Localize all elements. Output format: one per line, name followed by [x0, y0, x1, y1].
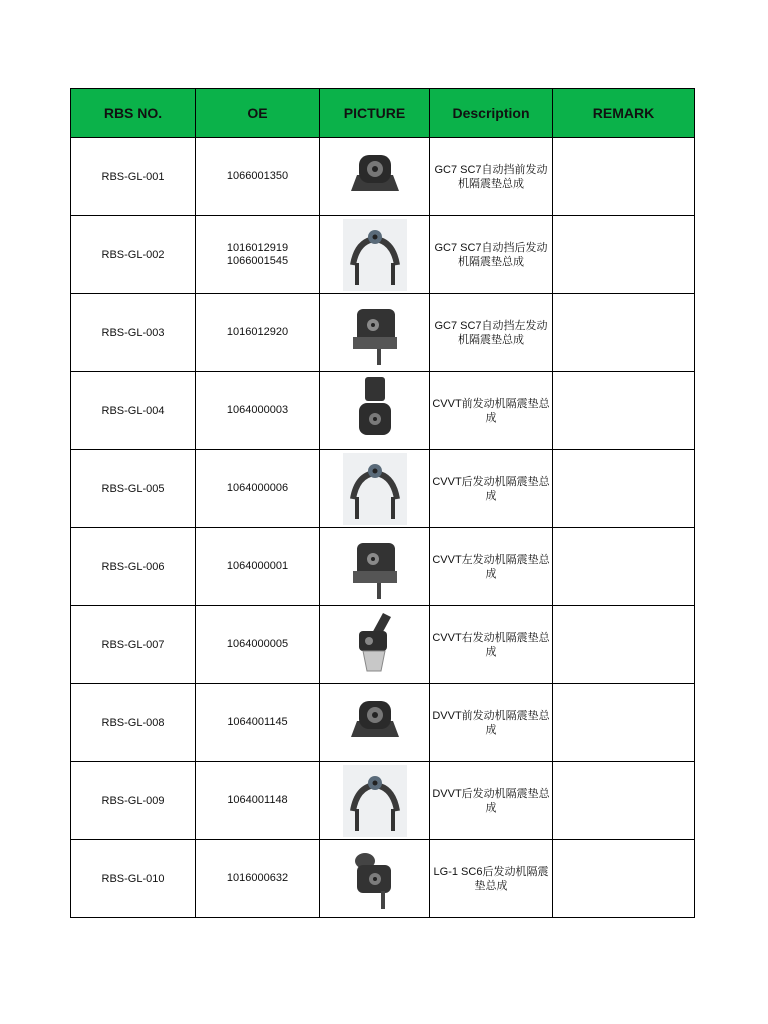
rbs-no-cell: RBS-GL-004 [71, 372, 196, 450]
oe-cell [196, 294, 320, 372]
oe-number: 1066001545 [226, 254, 289, 267]
rbs-no-cell: RBS-GL-006 [71, 528, 196, 606]
oe-cell [196, 606, 320, 684]
oe-number: 1064000006 [226, 482, 289, 494]
rbs-no-cell: RBS-GL-002 [71, 216, 196, 294]
oe-number: 1064001148 [227, 794, 288, 806]
rbs-no-cell: RBS-GL-009 [71, 762, 196, 840]
oe-cell [196, 528, 320, 606]
oe-cell [196, 372, 320, 450]
description-text: CVVT前发动机隔震垫总成 [432, 397, 550, 424]
engine-mount-left-photo [343, 531, 407, 603]
description-text: DVVT前发动机隔震垫总成 [432, 709, 550, 736]
description-text: LG-1 SC6后发动机隔震垫总成 [433, 865, 549, 892]
description-cell [430, 216, 553, 294]
rbs-no-cell: RBS-GL-010 [71, 840, 196, 918]
engine-mount-right-photo [343, 609, 407, 681]
description-text: CVVT右发动机隔震垫总成 [432, 631, 550, 658]
oe-number: 1066001350 [226, 170, 289, 182]
table-row [71, 606, 695, 684]
description-cell [430, 294, 553, 372]
description-cell [430, 606, 553, 684]
table-row [71, 684, 695, 762]
header-oe: OE [196, 89, 320, 138]
engine-mount-left-photo [343, 297, 407, 369]
description-cell [430, 840, 553, 918]
table-row [71, 294, 695, 372]
description-cell [430, 762, 553, 840]
oe-cell [196, 216, 320, 294]
rbs-no-cell: RBS-GL-001 [71, 138, 196, 216]
remark-cell [553, 138, 695, 216]
header-picture: PICTURE [320, 89, 430, 138]
table-row [71, 762, 695, 840]
engine-mount-front-photo [343, 687, 407, 759]
remark-cell [553, 294, 695, 372]
remark-cell [553, 528, 695, 606]
oe-cell [196, 138, 320, 216]
picture-cell [320, 840, 430, 918]
table-row [71, 528, 695, 606]
engine-mount-rear-photo [343, 219, 407, 291]
picture-cell [320, 138, 430, 216]
description-cell [430, 450, 553, 528]
engine-mount-rear-photo [343, 453, 407, 525]
table-row [71, 372, 695, 450]
oe-number: 1016012919 [226, 241, 289, 254]
header-remark: REMARK [553, 89, 695, 138]
oe-number: 1064000005 [226, 638, 289, 650]
remark-cell [553, 840, 695, 918]
description-text: GC7 SC7自动挡左发动机隔震垫总成 [434, 319, 548, 346]
remark-cell [553, 606, 695, 684]
remark-cell [553, 372, 695, 450]
rbs-no-cell: RBS-GL-008 [71, 684, 196, 762]
description-cell [430, 684, 553, 762]
picture-cell [320, 450, 430, 528]
picture-cell [320, 684, 430, 762]
engine-mount-front-photo [343, 375, 407, 447]
oe-cell [196, 840, 320, 918]
description-text: GC7 SC7自动挡前发动机隔震垫总成 [434, 163, 548, 190]
picture-cell [320, 216, 430, 294]
picture-cell [320, 762, 430, 840]
picture-cell [320, 372, 430, 450]
description-text: CVVT左发动机隔震垫总成 [432, 553, 550, 580]
remark-cell [553, 450, 695, 528]
description-cell [430, 372, 553, 450]
oe-cell [196, 450, 320, 528]
rbs-no-cell: RBS-GL-005 [71, 450, 196, 528]
picture-cell [320, 606, 430, 684]
description-text: DVVT后发动机隔震垫总成 [432, 787, 550, 814]
engine-mount-front-photo [343, 141, 407, 213]
oe-number: 1064001145 [227, 716, 288, 728]
description-cell [430, 528, 553, 606]
table-row [71, 840, 695, 918]
remark-cell [553, 762, 695, 840]
table-row [71, 450, 695, 528]
picture-cell [320, 294, 430, 372]
remark-cell [553, 216, 695, 294]
oe-cell [196, 684, 320, 762]
engine-mount-rear-photo [343, 765, 407, 837]
parts-table [70, 88, 695, 918]
remark-cell [553, 684, 695, 762]
description-cell [430, 138, 553, 216]
description-text: CVVT后发动机隔震垫总成 [432, 475, 550, 502]
table-row [71, 138, 695, 216]
header-rbs-no: RBS NO. [71, 89, 196, 138]
rbs-no-cell: RBS-GL-007 [71, 606, 196, 684]
picture-cell [320, 528, 430, 606]
description-text: GC7 SC7自动挡后发动机隔震垫总成 [434, 241, 548, 268]
oe-number: 1016000632 [226, 872, 289, 884]
header-description: Description [430, 89, 553, 138]
oe-number: 1064000003 [226, 404, 289, 416]
oe-number: 1016012920 [226, 326, 289, 338]
oe-cell [196, 762, 320, 840]
engine-mount-rear-photo [343, 843, 407, 915]
header-row [71, 89, 695, 138]
table-row [71, 216, 695, 294]
oe-number: 1064000001 [226, 560, 289, 572]
rbs-no-cell: RBS-GL-003 [71, 294, 196, 372]
